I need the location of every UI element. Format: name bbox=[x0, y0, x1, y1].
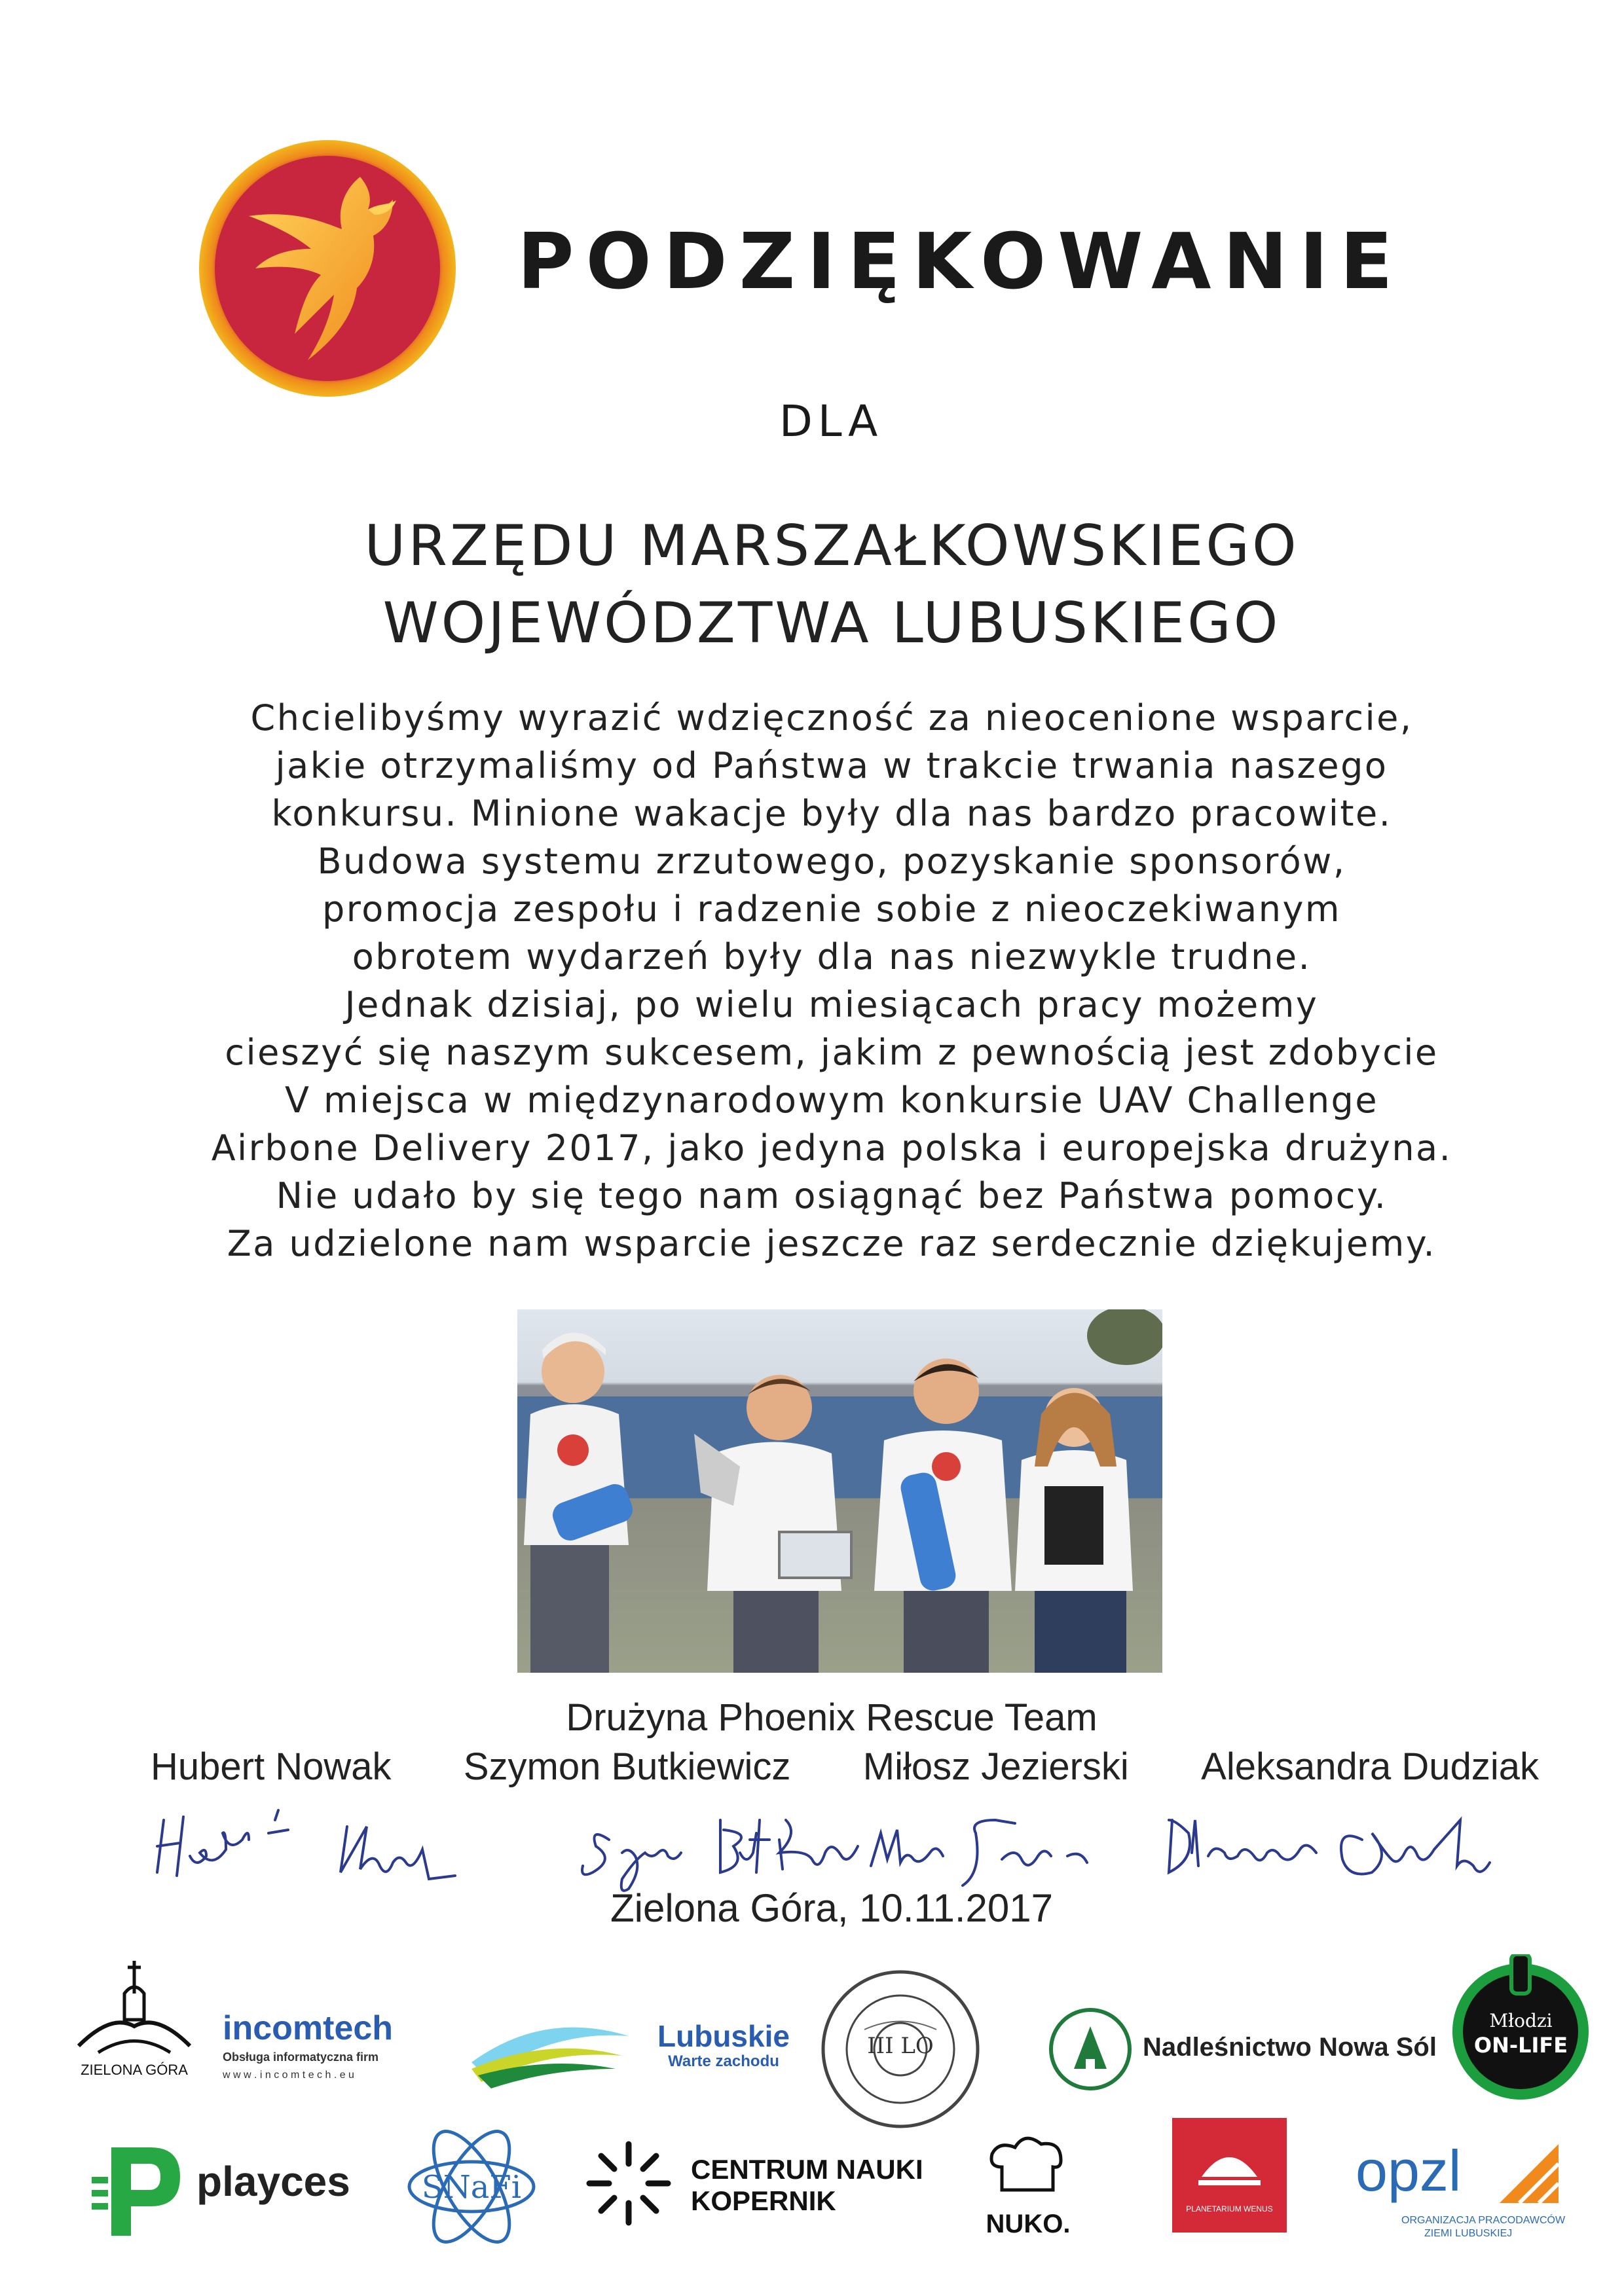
incomtech-tagline: Obsługa informatyczna firm bbox=[223, 2050, 379, 2064]
planetarium-label: PLANETARIUM WENUS bbox=[1186, 2204, 1273, 2214]
body-line: Budowa systemu zrzutowego, pozyskanie sponsorów, bbox=[317, 841, 1346, 882]
opzl-tagline-2: ZIEMI LUBUSKIEJ bbox=[1424, 2228, 1513, 2239]
centrum-nauki-kopernik-icon bbox=[583, 2138, 674, 2229]
lubuskie-swoosh-logo bbox=[465, 2003, 635, 2095]
snafi-logo bbox=[403, 2111, 540, 2262]
incomtech-logo bbox=[223, 2010, 432, 2095]
person-figure bbox=[1015, 1388, 1133, 1673]
for-label: DLA bbox=[779, 396, 883, 446]
lubuskie-swoosh-icon bbox=[465, 2003, 635, 2095]
signature-milosz-jezierski bbox=[871, 1820, 1087, 1886]
zielona-gora-logo bbox=[72, 1954, 196, 2085]
phoenix-icon bbox=[196, 137, 458, 399]
chef-hat-icon bbox=[963, 2128, 1094, 2206]
opzl-logo bbox=[1356, 2138, 1572, 2242]
body-line: Chcielibyśmy wyrazić wdzięczność za nieocenione wsparcie, bbox=[250, 697, 1413, 738]
planetarium-logo bbox=[1172, 2118, 1287, 2232]
team-photo bbox=[517, 1309, 1162, 1673]
opzl-wordmark: opzl bbox=[1356, 2138, 1462, 2203]
body-line: cieszyć się naszym sukcesem, jakim z pewnością jest zdobycie bbox=[225, 1032, 1439, 1073]
school-seal-label: III LO bbox=[867, 2033, 934, 2059]
playces-p-icon bbox=[92, 2141, 183, 2239]
member-name: Miłosz Jezierski bbox=[862, 1745, 1129, 1788]
body-line: obrotem wydarzeń były dla nas niezwykle trudne. bbox=[352, 936, 1312, 977]
person-figure bbox=[524, 1332, 637, 1673]
body-line: Jednak dzisiaj, po wielu miesiącach pracy możemy bbox=[344, 984, 1319, 1025]
recipient bbox=[196, 507, 1467, 662]
member-name: Aleksandra Dudziak bbox=[1201, 1745, 1539, 1788]
body-line: Airbone Delivery 2017, jako jedyna polska i europejska drużyna. bbox=[211, 1127, 1452, 1169]
planetarium-dome-icon bbox=[1172, 2118, 1287, 2203]
team-photo-illustration bbox=[517, 1309, 1162, 1673]
signature-hubert-nowak bbox=[157, 1810, 455, 1879]
nuko-logo bbox=[963, 2128, 1094, 2259]
signature-szymon-butkiewicz bbox=[582, 1820, 858, 1891]
person-figure bbox=[694, 1375, 851, 1673]
body-line: V miejsca w międzynarodowym konkursie UAV Challenge bbox=[284, 1080, 1379, 1121]
team-members bbox=[151, 1745, 1539, 1789]
recipient-line-2: WOJEWÓDZTWA LUBUSKIEGO bbox=[382, 591, 1281, 656]
phoenix-logo bbox=[196, 137, 458, 399]
snafi-wordmark: SNaFi bbox=[421, 2169, 522, 2206]
lasy-panstwowe-logo bbox=[1048, 2007, 1133, 2092]
zielona-gora-label: ZIELONA GÓRA bbox=[81, 2062, 188, 2078]
place-and-date: Zielona Góra, 10.11.2017 bbox=[610, 1886, 1054, 1930]
body-line: promocja zespołu i radzenie sobie z nieoczekiwanym bbox=[322, 888, 1341, 930]
lubuskie-wordmark: Lubuskie bbox=[657, 2019, 790, 2053]
nadlesnictwo-label: Nadleśnictwo Nowa Sól bbox=[1143, 2033, 1437, 2062]
body-line: konkursu. Minione wakacje były dla nas bardzo pracowite. bbox=[271, 793, 1392, 834]
opzl-tagline-1: ORGANIZACJA PRACODAWCÓW bbox=[1401, 2215, 1566, 2226]
playces-logo bbox=[92, 2141, 380, 2239]
signature-aleksandra-dudziak bbox=[1169, 1820, 1490, 1874]
body-text bbox=[157, 694, 1506, 1267]
opzl-sun-icon bbox=[1493, 2138, 1565, 2210]
incomtech-wordmark: incomtech bbox=[223, 2009, 394, 2047]
document-title: PODZIĘKOWANIE bbox=[517, 216, 1405, 306]
lubuskie-tagline: Warte zachodu bbox=[668, 2052, 779, 2070]
school-seal bbox=[819, 1967, 982, 2131]
centrum-nauki-icon-wrapper bbox=[583, 2138, 674, 2229]
playces-wordmark: playces bbox=[196, 2158, 350, 2205]
team-name: Drużyna Phoenix Rescue Team bbox=[566, 1696, 1098, 1739]
online-label: ON-LIFE bbox=[1473, 2033, 1568, 2058]
centrum-nauki-line-1: CENTRUM NAUKI bbox=[691, 2154, 923, 2185]
body-line: Za udzielone nam wsparcie jeszcze raz serdecznie dziękujemy. bbox=[227, 1223, 1437, 1264]
member-name: Szymon Butkiewicz bbox=[463, 1745, 791, 1788]
mlodzi-label: Młodzi bbox=[1489, 2010, 1553, 2032]
lasy-panstwowe-icon bbox=[1048, 2007, 1133, 2092]
centrum-nauki-line-2: KOPERNIK bbox=[691, 2185, 836, 2216]
member-name: Hubert Nowak bbox=[151, 1745, 392, 1788]
body-line: jakie otrzymaliśmy od Państwa w trakcie trwania naszego bbox=[275, 745, 1388, 786]
incomtech-url: w w w . i n c o m t e c h . e u bbox=[223, 2069, 354, 2081]
lubuskie-logo bbox=[648, 2020, 799, 2085]
nuko-wordmark: NUKO. bbox=[986, 2210, 1071, 2238]
body-line: Nie udało by się tego nam osiągnąć bez Państwa pomocy. bbox=[276, 1175, 1388, 1216]
mlodzi-on-life-logo bbox=[1447, 1954, 1595, 2102]
centrum-nauki-logo bbox=[691, 2154, 940, 2226]
zielona-gora-emblem-icon bbox=[72, 1954, 196, 2059]
recipient-line-1: URZĘDU MARSZAŁKOWSKIEGO bbox=[364, 513, 1299, 579]
person-figure bbox=[874, 1358, 1012, 1673]
